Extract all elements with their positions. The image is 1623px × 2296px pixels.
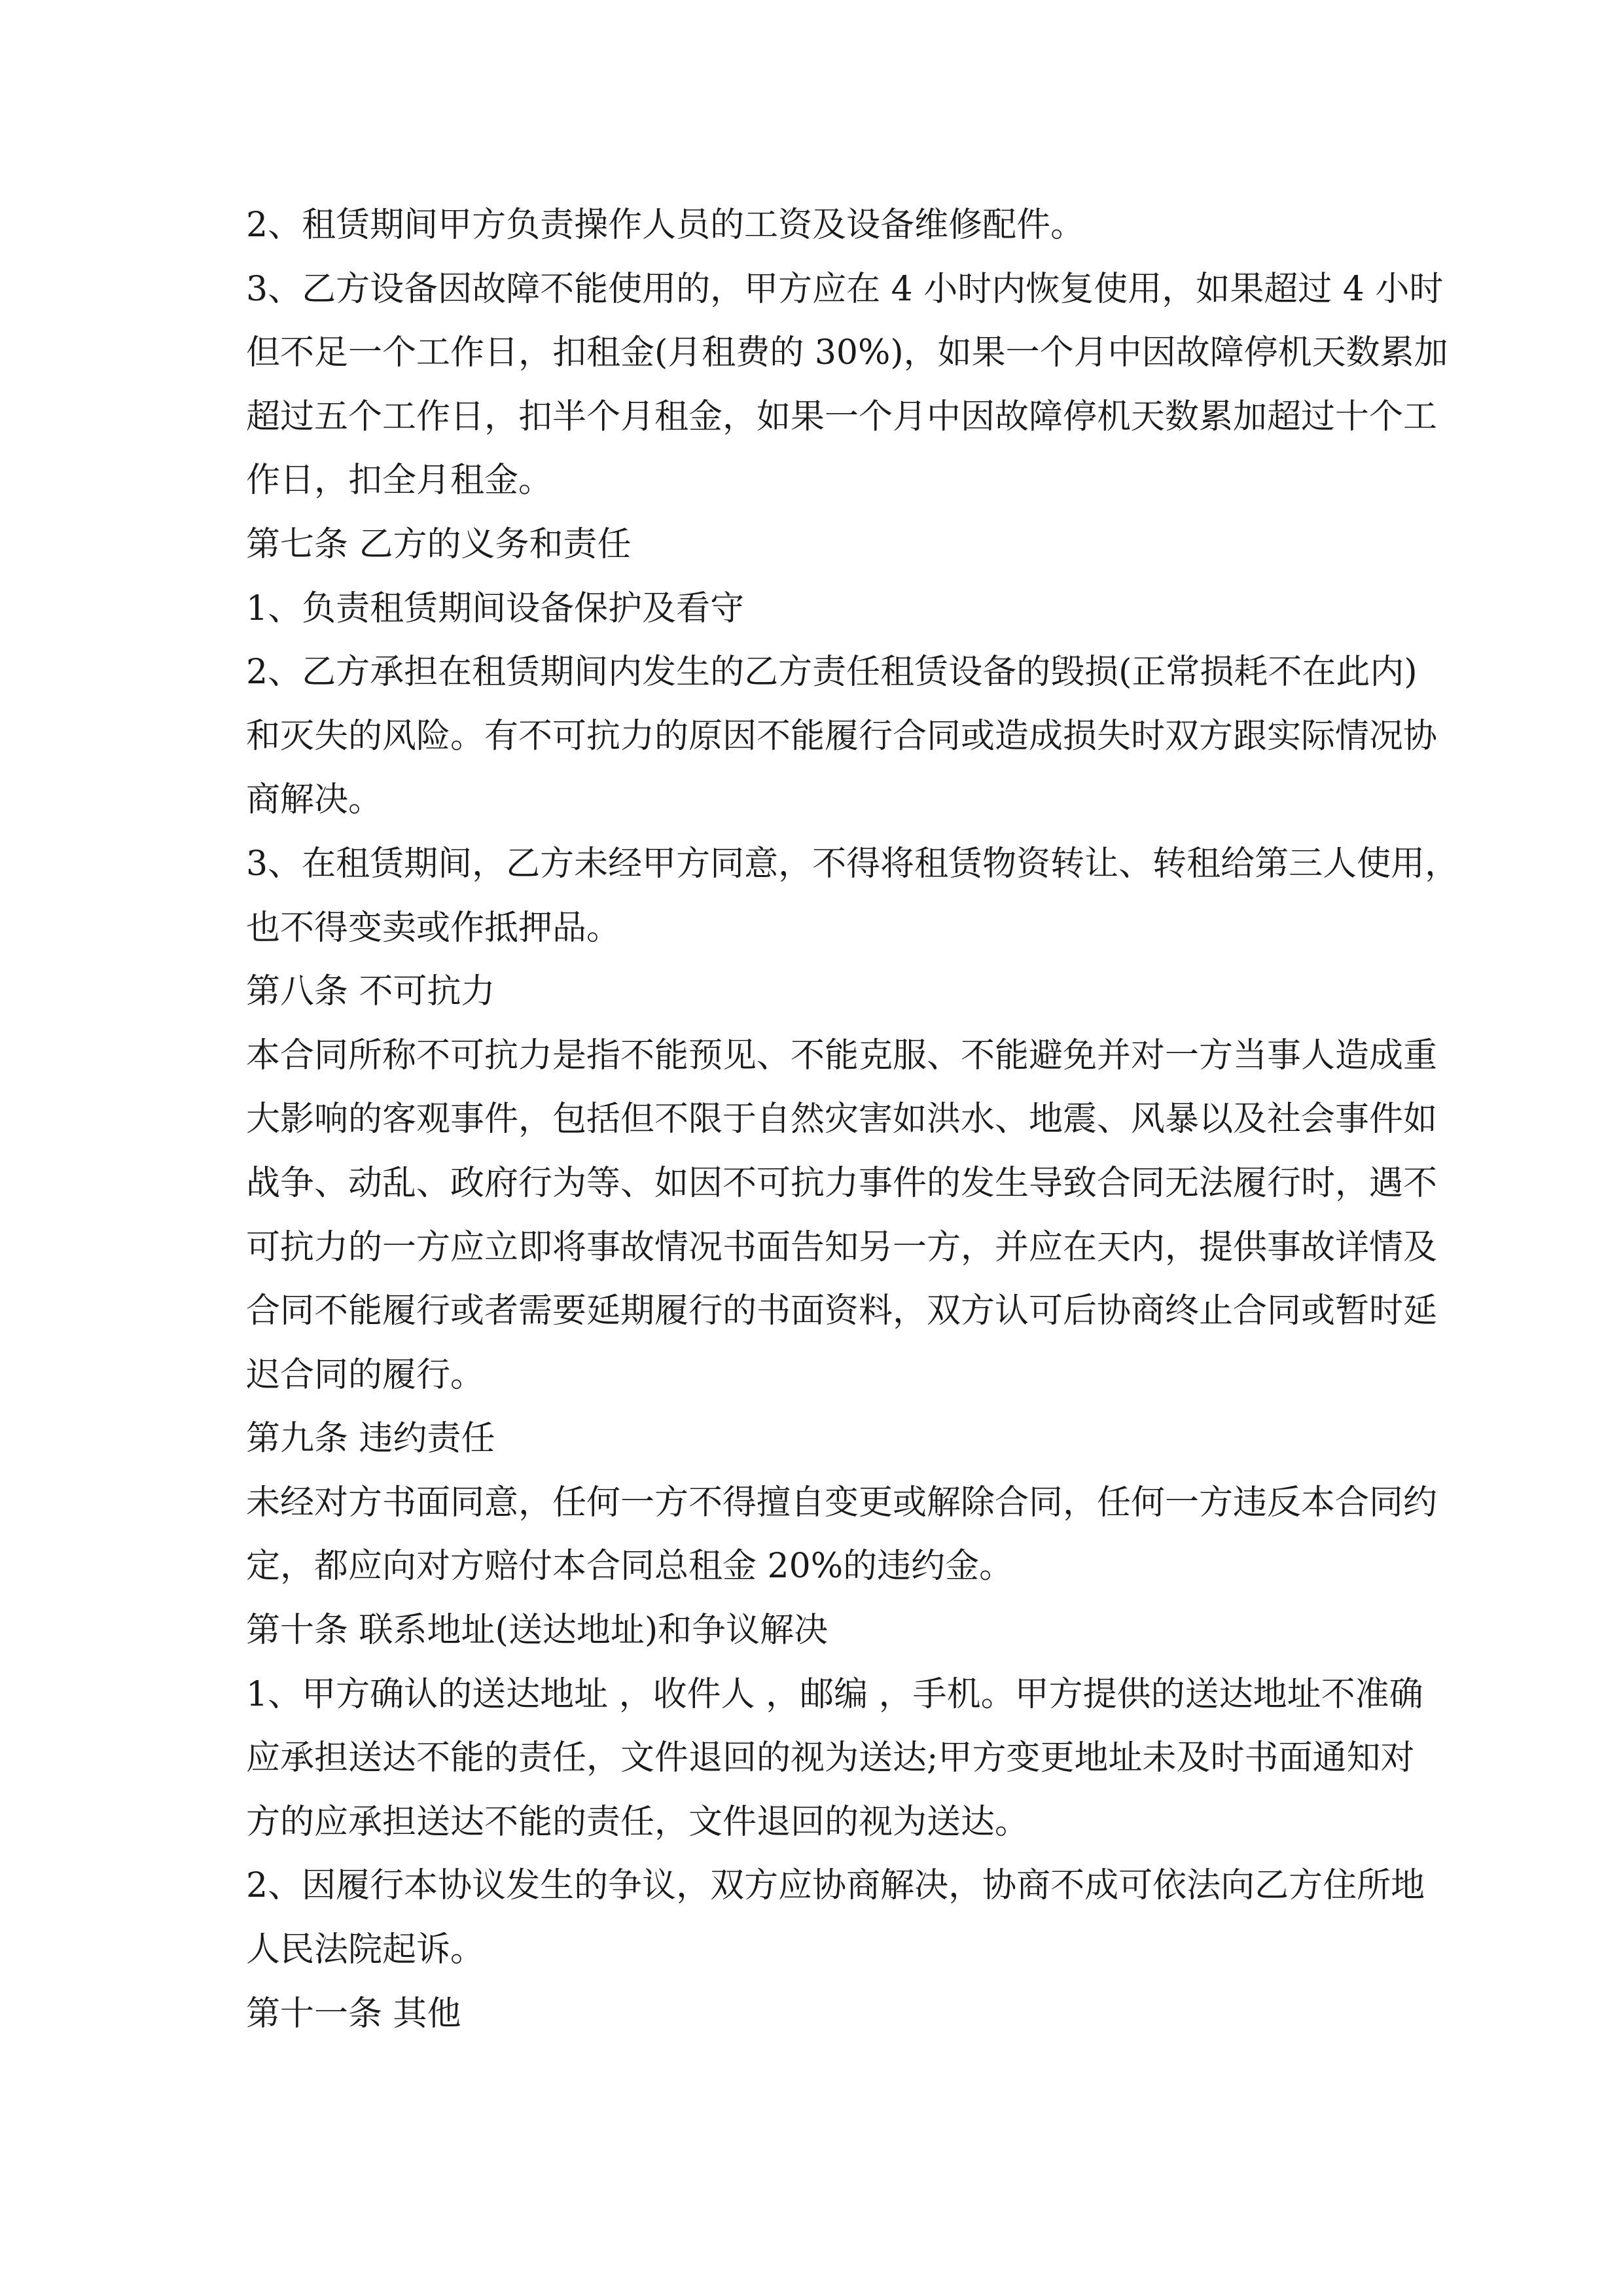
text-line: 超过五个工作日，扣半个月租金，如果一个月中因故障停机天数累加超过十个工 [246, 397, 1438, 437]
text-line: 方的应承担送达不能的责任，文件退回的视为送达。 [246, 1802, 1029, 1842]
text-line: 也不得变卖或作抵押品。 [246, 908, 621, 948]
section-heading: 第十一条 其他 [246, 1994, 461, 2034]
text-line: 应承担送达不能的责任，文件退回的视为送达;甲方变更地址未及时书面通知对 [246, 1738, 1415, 1778]
section-heading: 第七条 乙方的义务和责任 [246, 524, 632, 564]
text-line: 1、负责租赁期间设备保护及看守 [246, 588, 745, 628]
section-heading: 第十条 联系地址(送达地址)和争议解决 [246, 1611, 829, 1651]
text-line: 本合同所称不可抗力是指不能预见、不能克服、不能避免并对一方当事人造成重 [246, 1035, 1438, 1075]
text-line: 大影响的客观事件，包括但不限于自然灾害如洪水、地震、风暴以及社会事件如 [246, 1100, 1438, 1139]
text-line: 迟合同的履行。 [246, 1355, 485, 1395]
document-body [246, 194, 1459, 2046]
text-line: 定，都应向对方赔付本合同总租金 20%的违约金。 [246, 1547, 1014, 1587]
text-line: 合同不能履行或者需要延期履行的书面资料，双方认可后协商终止合同或暂时延 [246, 1291, 1438, 1331]
text-line: 战争、动乱、政府行为等、如因不可抗力事件的发生导致合同无法履行时，遇不 [246, 1163, 1438, 1203]
text-line: 商解决。 [246, 780, 383, 820]
text-line: 1、甲方确认的送达地址 ，收件人 ，邮编 ，手机。甲方提供的送达地址不准确 [246, 1674, 1423, 1714]
text-line: 和灭失的风险。有不可抗力的原因不能履行合同或造成损失时双方跟实际情况协 [246, 716, 1438, 756]
text-line: 未经对方书面同意，任何一方不得擅自变更或解除合同，任何一方违反本合同约 [246, 1482, 1438, 1522]
text-line: 3、乙方设备因故障不能使用的，甲方应在 4 小时内恢复使用，如果超过 4 小时 [246, 269, 1444, 309]
section-heading: 第九条 违约责任 [246, 1419, 495, 1459]
section-heading: 第八条 不可抗力 [246, 972, 495, 1012]
text-line: 但不足一个工作日，扣租金(月租费的 30%)，如果一个月中因故障停机天数累加 [246, 333, 1448, 373]
text-line: 2、乙方承担在租赁期间内发生的乙方责任租赁设备的毁损(正常损耗不在此内) [246, 653, 1418, 692]
text-line: 2、租赁期间甲方负责操作人员的工资及设备维修配件。 [246, 206, 1085, 245]
text-line: 人民法院起诉。 [246, 1930, 485, 1970]
text-line: 可抗力的一方应立即将事故情况书面告知另一方，并应在天内，提供事故详情及 [246, 1227, 1438, 1267]
text-line: 3、在租赁期间，乙方未经甲方同意，不得将租赁物资转让、转租给第三人使用， [246, 844, 1459, 884]
text-line: 作日，扣全月租金。 [246, 461, 553, 501]
text-line: 2、因履行本协议发生的争议，双方应协商解决，协商不成可依法向乙方住所地 [246, 1866, 1425, 1906]
